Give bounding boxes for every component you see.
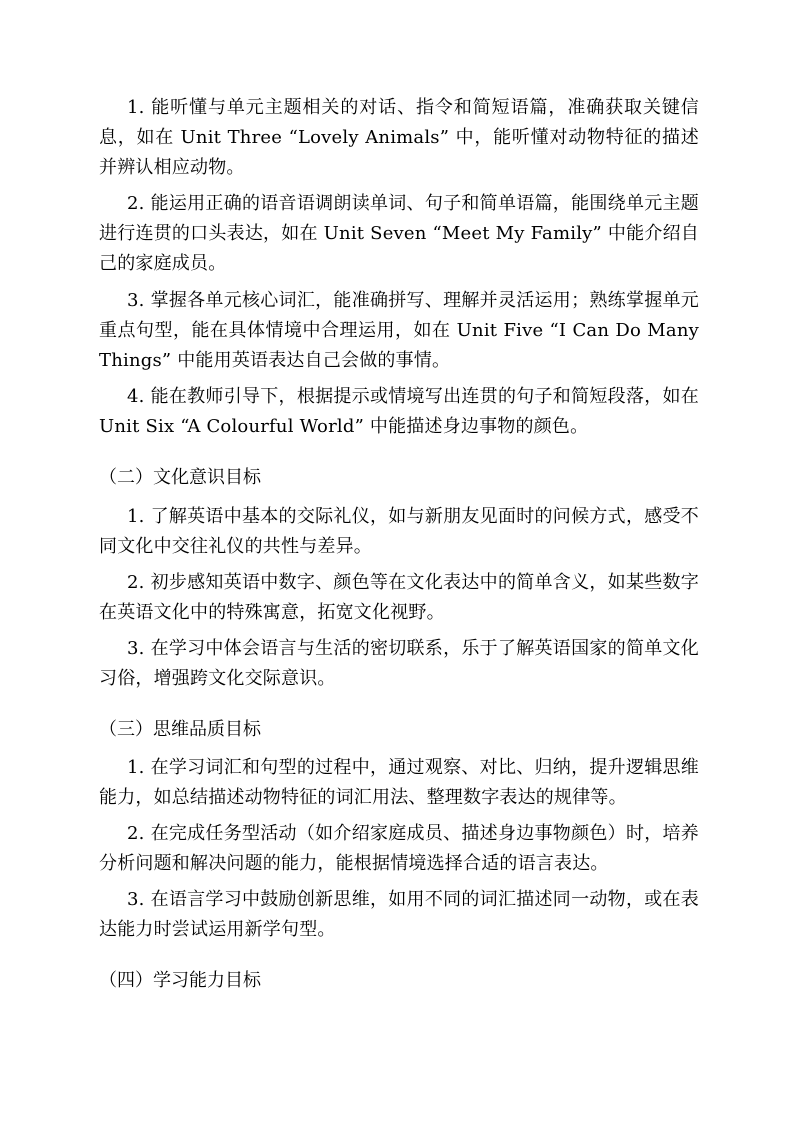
section-heading-learning-ability: （四）学习能力目标 bbox=[99, 970, 261, 991]
thinking-goal-2: 2. 在完成任务型活动（如介绍家庭成员、描述身边事物颜色）时，培养分析问题和解决问题的能力，能根据情境选择合适的语言表达。 bbox=[99, 823, 699, 874]
cultural-goal-2: 2. 初步感知英语中数字、颜色等在文化表达中的简单含义，如某些数字在英语文化中的特殊寓意，拓宽文化视野。 bbox=[99, 572, 699, 623]
section-heading-thinking-quality: （三）思维品质目标 bbox=[99, 719, 261, 740]
language-skill-goal-3: 3. 掌握各单元核心词汇，能准确拼写、理解并灵活运用；熟练掌握单元重点句型，能在具体情境中合理运用，如在 Unit Five “I Can Do Many Things” 中能用英语表达自己会做的事情。 bbox=[99, 290, 699, 371]
thinking-goal-1: 1. 在学习词汇和句型的过程中，通过观察、对比、归纳，提升逻辑思维能力，如总结描述动物特征的词汇用法、整理数字表达的规律等。 bbox=[99, 757, 699, 808]
cultural-goal-1: 1. 了解英语中基本的交际礼仪，如与新朋友见面时的问候方式，感受不同文化中交往礼仪的共性与差异。 bbox=[99, 506, 699, 557]
thinking-goal-3: 3. 在语言学习中鼓励创新思维，如用不同的词汇描述同一动物，或在表达能力时尝试运用新学句型。 bbox=[99, 889, 699, 940]
language-skill-goal-4: 4. 能在教师引导下，根据提示或情境写出连贯的句子和简短段落，如在 Unit Six “A Colourful World” 中能描述身边事物的颜色。 bbox=[99, 386, 699, 437]
language-skill-goal-2: 2. 能运用正确的语音语调朗读单词、句子和简单语篇，能围绕单元主题进行连贯的口头表达，如在 Unit Seven “Meet My Family” 中能介绍自己的家庭成员。 bbox=[99, 193, 699, 274]
section-heading-cultural-awareness: （二）文化意识目标 bbox=[99, 467, 261, 488]
language-skill-goal-1: 1. 能听懂与单元主题相关的对话、指令和简短语篇，准确获取关键信息，如在 Unit Three “Lovely Animals” 中，能听懂对动物特征的描述并辨认相应动物。 bbox=[99, 97, 699, 178]
cultural-goal-3: 3. 在学习中体会语言与生活的密切联系，乐于了解英语国家的简单文化习俗，增强跨文化交际意识。 bbox=[99, 638, 699, 689]
